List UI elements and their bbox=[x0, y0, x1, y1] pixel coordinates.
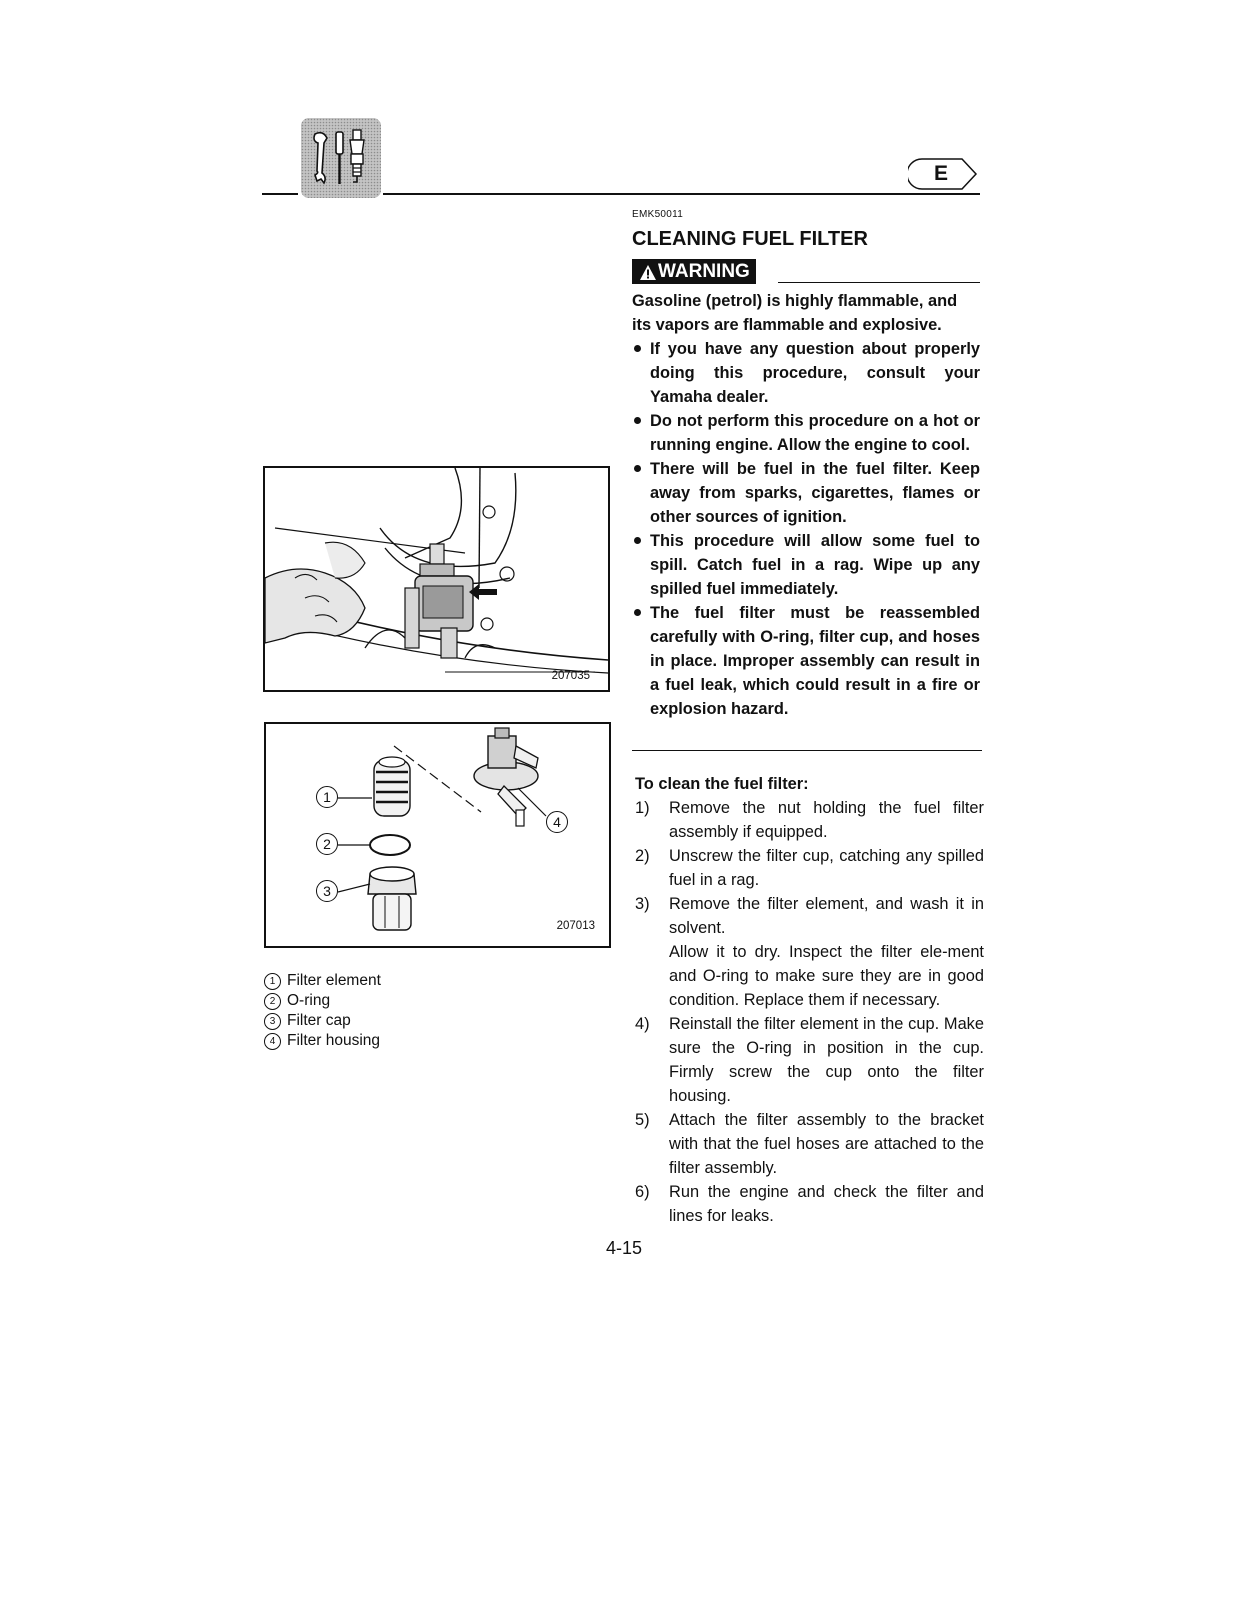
document-code: EMK50011 bbox=[632, 209, 684, 220]
procedure-step bbox=[635, 892, 984, 1012]
step-text: Attach the filter assembly to the bracket with that the fuel hoses are attached to the filter assembly. bbox=[669, 1111, 984, 1177]
language-badge-label: E bbox=[933, 162, 948, 185]
procedure-step bbox=[635, 844, 984, 892]
procedure-step bbox=[635, 1012, 984, 1108]
legend-number: 4 bbox=[264, 1033, 281, 1050]
warning-intro: Gasoline (petrol) is highly flammable, and its vapors are flammable and explosive. bbox=[632, 292, 958, 334]
legend-item bbox=[264, 1011, 381, 1031]
warning-label: WARNING bbox=[658, 261, 750, 282]
warning-badge bbox=[632, 259, 756, 284]
page-number: 4-15 bbox=[606, 1238, 643, 1258]
filter-exploded-diagram bbox=[264, 722, 611, 948]
legend-item bbox=[264, 991, 381, 1011]
step-text: Remove the filter element, and wash it in solvent. bbox=[669, 895, 984, 937]
legend-number: 2 bbox=[264, 993, 281, 1010]
procedure bbox=[635, 772, 984, 1228]
procedure-step bbox=[635, 796, 984, 844]
step-number: 1) bbox=[635, 799, 650, 817]
step-note: Allow it to dry. Inspect the filter ele-ment and O-ring to make sure they are in good condition. Replace them if necessary. bbox=[669, 943, 984, 1009]
header-rule-left bbox=[262, 193, 298, 195]
warning-bullet: Do not perform this procedure on a hot or running engine. Allow the engine to cool. bbox=[632, 409, 980, 457]
legend-item bbox=[264, 1031, 381, 1051]
photo-figure-code: 207035 bbox=[551, 670, 590, 682]
legend-item bbox=[264, 971, 381, 991]
legend-number: 3 bbox=[264, 1013, 281, 1030]
procedure-heading: To clean the fuel filter: bbox=[635, 775, 809, 793]
step-text: Reinstall the filter element in the cup. Make sure the O-ring in position in the cup. Firmly screw the cup onto the filter housing. bbox=[669, 1015, 984, 1105]
step-text: Remove the nut holding the fuel filter assembly if equipped. bbox=[669, 799, 984, 841]
header-rule-right bbox=[383, 193, 980, 195]
warning-end-rule bbox=[632, 750, 982, 751]
legend-label: Filter housing bbox=[287, 1032, 381, 1049]
callout-4: 4 bbox=[546, 811, 568, 833]
legend-label: O-ring bbox=[287, 992, 331, 1009]
legend-label: Filter cap bbox=[287, 1012, 351, 1029]
callout-3: 3 bbox=[316, 880, 338, 902]
step-number: 5) bbox=[635, 1111, 650, 1129]
warning-bullet: There will be fuel in the fuel filter. Keep away from sparks, cigarettes, flames or other sources of ignition. bbox=[632, 457, 980, 529]
section-title: CLEANING FUEL FILTER bbox=[632, 228, 868, 250]
warning-bullet: If you have any question about properly doing this procedure, consult your Yamaha dealer. bbox=[632, 337, 980, 409]
legend-label: Filter element bbox=[287, 972, 381, 989]
procedure-step bbox=[635, 1108, 984, 1180]
step-number: 4) bbox=[635, 1015, 650, 1033]
warning-bullets bbox=[632, 337, 980, 721]
procedure-step bbox=[635, 1180, 984, 1228]
step-text: Run the engine and check the filter and lines for leaks. bbox=[669, 1183, 984, 1225]
engine-photo-illustration bbox=[265, 468, 608, 690]
warning-bullet: The fuel filter must be reassembled carefully with O-ring, filter cup, and hoses in place. Improper assembly can result in a fuel leak, which could result in a fire or explosion hazard. bbox=[632, 601, 980, 721]
step-number: 2) bbox=[635, 847, 650, 865]
step-text: Unscrew the filter cup, catching any spilled fuel in a rag. bbox=[669, 847, 984, 889]
warning-rule bbox=[778, 282, 980, 283]
step-number: 3) bbox=[635, 895, 650, 913]
engine-photo-figure bbox=[263, 466, 610, 692]
step-number: 6) bbox=[635, 1183, 650, 1201]
tools-spark-plug-icon bbox=[301, 118, 381, 198]
warning-text bbox=[632, 289, 980, 721]
warning-triangle-icon bbox=[640, 262, 656, 287]
parts-legend bbox=[264, 971, 381, 1051]
legend-number: 1 bbox=[264, 973, 281, 990]
diagram-figure-code: 207013 bbox=[556, 920, 595, 932]
callout-2: 2 bbox=[316, 833, 338, 855]
callout-1: 1 bbox=[316, 786, 338, 808]
warning-bullet: This procedure will allow some fuel to spill. Catch fuel in a rag. Wipe up any spilled fuel immediately. bbox=[632, 529, 980, 601]
procedure-steps bbox=[635, 796, 984, 1228]
